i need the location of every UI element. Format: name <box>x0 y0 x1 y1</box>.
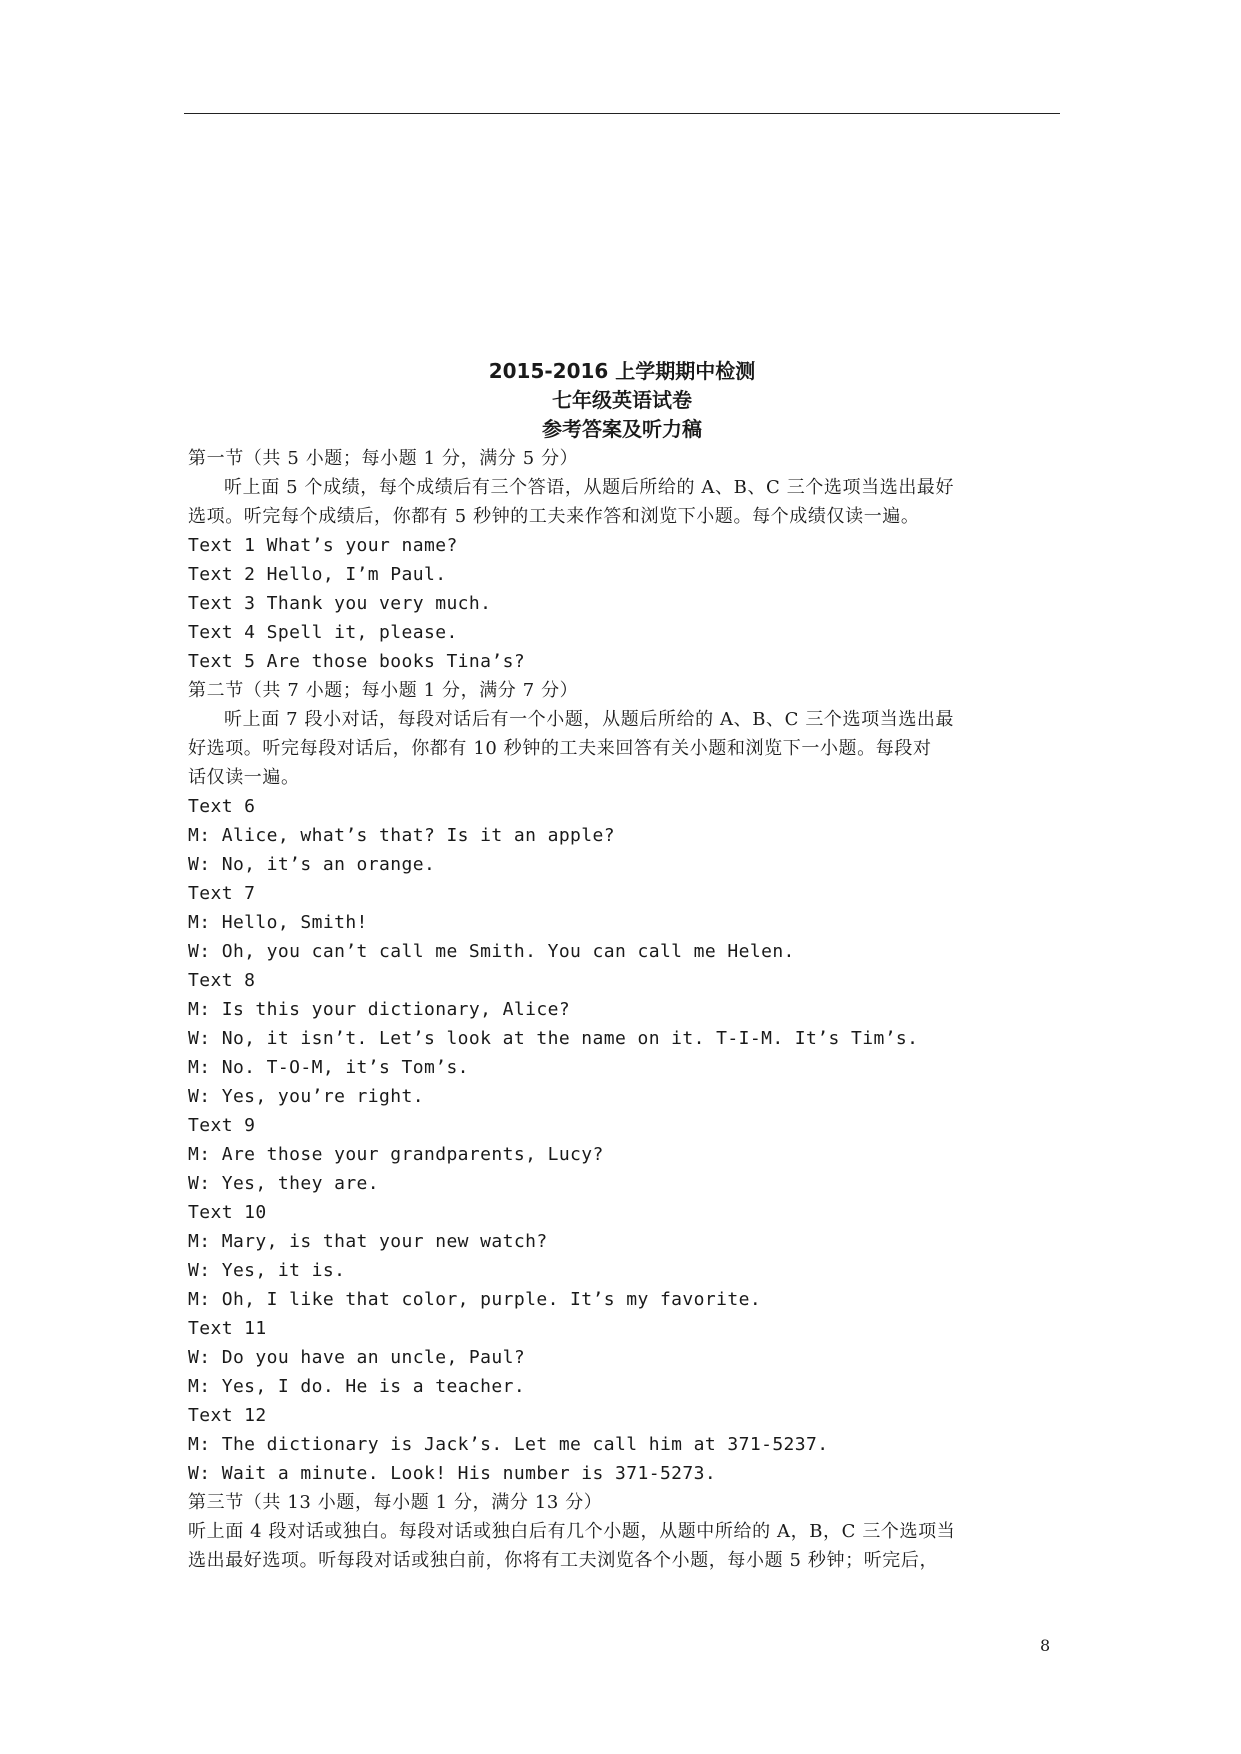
text-line: 听上面 5 个成绩，每个成绩后有三个答语，从题后所给的 A、B、C 三个选项当选出最好 <box>224 477 955 498</box>
document-body <box>188 444 1060 1575</box>
text-line: Text 9 <box>188 1115 256 1136</box>
text-line: Text 2 Hello, I’m Paul. <box>188 564 447 585</box>
text-line: 好选项。听完每段对话后，你都有 10 秒钟的工夫来回答有关小题和浏览下一小题。每段对 <box>188 738 932 759</box>
page-number: 8 <box>1040 1636 1051 1655</box>
text-line: M: The dictionary is Jack’s. Let me call him at 371-5237. <box>188 1434 829 1455</box>
text-line: Text 3 Thank you very much. <box>188 593 492 614</box>
text-line: 第一节（共 5 小题；每小题 1 分，满分 5 分） <box>188 448 579 469</box>
text-line: 选出最好选项。听每段对话或独白前，你将有工夫浏览各个小题，每小题 5 秒钟；听完后， <box>188 1550 939 1571</box>
text-line: Text 6 <box>188 796 256 817</box>
text-line: Text 12 <box>188 1405 267 1426</box>
text-line: 选项。听完每个成绩后，你都有 5 秒钟的工夫来作答和浏览下小题。每个成绩仅读一遍。 <box>188 506 920 527</box>
text-line: Text 10 <box>188 1202 267 1223</box>
text-line: M: Oh, I like that color, purple. It’s my favorite. <box>188 1289 762 1310</box>
text-line: M: No. T-O-M, it’s Tom’s. <box>188 1057 469 1078</box>
text-line: W: No, it’s an orange. <box>188 854 436 875</box>
text-line: 听上面 4 段对话或独白。每段对话或独白后有几个小题，从题中所给的 A，B，C 三个选项当 <box>188 1521 956 1542</box>
text-line: M: Mary, is that your new watch? <box>188 1231 548 1252</box>
text-line: W: Yes, you’re right. <box>188 1086 424 1107</box>
text-line: M: Are those your grandparents, Lucy? <box>188 1144 604 1165</box>
text-line: W: Do you have an uncle, Paul? <box>188 1347 526 1368</box>
text-line: Text 11 <box>188 1318 267 1339</box>
text-line: Text 1 What’s your name? <box>188 535 458 556</box>
text-line: M: Is this your dictionary, Alice? <box>188 999 571 1020</box>
text-line: 第三节（共 13 小题，每小题 1 分，满分 13 分） <box>188 1492 603 1513</box>
text-line: M: Alice, what’s that? Is it an apple? <box>188 825 616 846</box>
text-line: Text 7 <box>188 883 256 904</box>
text-line: Text 5 Are those books Tina’s? <box>188 651 526 672</box>
text-line: W: Yes, it is. <box>188 1260 346 1281</box>
text-line: M: Hello, Smith! <box>188 912 368 933</box>
text-line: Text 8 <box>188 970 256 991</box>
exam-period-title: 2015-2016 上学期期中检测 <box>488 359 756 383</box>
answer-key-title: 参考答案及听力稿 <box>542 417 702 441</box>
text-line: W: No, it isn’t. Let’s look at the name on it. T-I-M. It’s Tim’s. <box>188 1028 919 1049</box>
text-line: 第二节（共 7 小题；每小题 1 分，满分 7 分） <box>188 680 579 701</box>
text-line: 话仅读一遍。 <box>188 767 300 788</box>
text-line: W: Wait a minute. Look! His number is 371-5273. <box>188 1463 717 1484</box>
text-line: M: Yes, I do. He is a teacher. <box>188 1376 526 1397</box>
text-line: 听上面 7 段小对话，每段对话后有一个小题，从题后所给的 A、B、C 三个选项当选出最 <box>224 709 955 730</box>
text-line: W: Yes, they are. <box>188 1173 380 1194</box>
text-line: Text 4 Spell it, please. <box>188 622 458 643</box>
text-line: W: Oh, you can’t call me Smith. You can call me Helen. <box>188 941 795 962</box>
header-rule <box>184 113 1060 114</box>
exam-subject-title: 七年级英语试卷 <box>552 388 692 412</box>
document-title-block <box>184 357 1060 444</box>
